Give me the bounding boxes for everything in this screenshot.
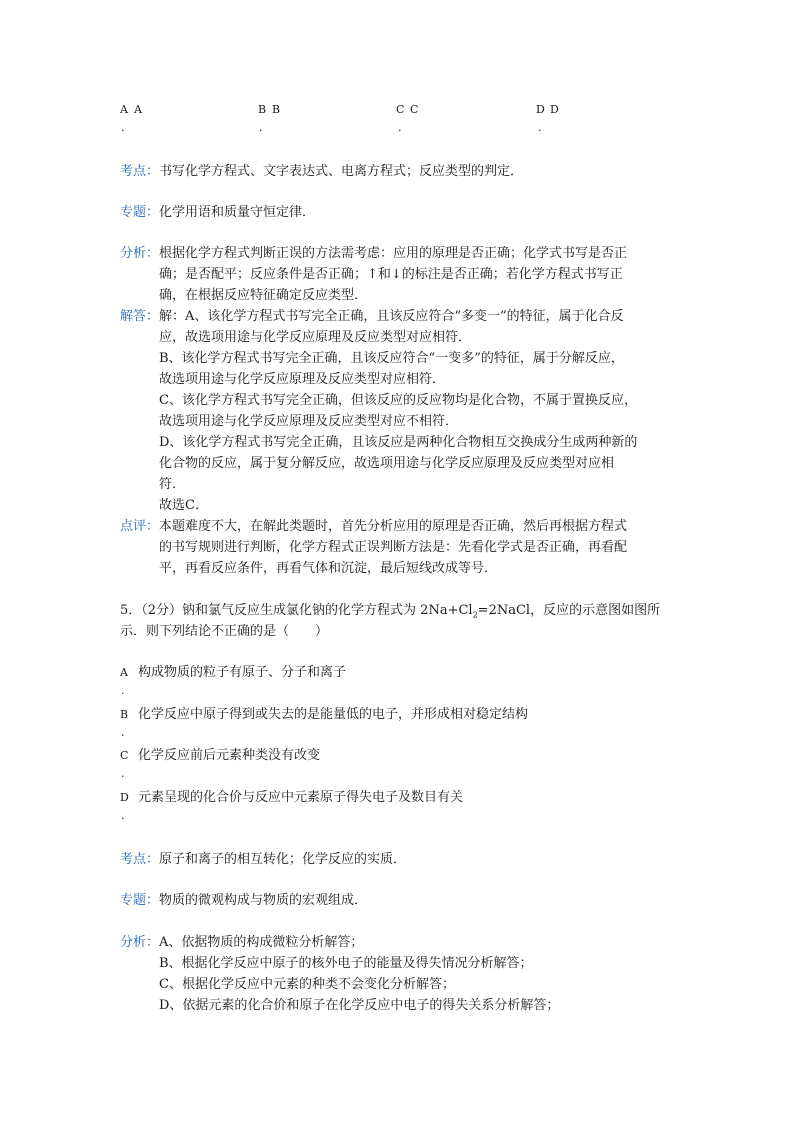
option-c-value: C: [410, 103, 419, 116]
q5-option-c-text: 化学反应前后元素种类没有改变: [138, 748, 321, 763]
q4-dianping-line-2: 的书写规则进行判断，化学方程式正误判断方法是：先看化学式是否正确，再看配: [159, 540, 628, 555]
q4-jieda-line-5: C、该化学方程式书写完全正确，但该反应的反应物均是化合物，不属于置换反应，: [159, 393, 637, 408]
zhuanti-label: 专题：: [120, 205, 160, 220]
q4-jieda-line-6: 故选项用途与化学反应原理及反应类型对应不相符．: [159, 414, 459, 429]
q5-stem-sub: 2: [472, 610, 478, 620]
q4-zhuanti: [120, 202, 315, 223]
q5-stem-a: 5．（2分）钠和氯气反应生成氯化钠的化学方程式为 2Na+Cl: [120, 603, 473, 618]
q4-jieda-line-8: 化合物的反应，属于复分解反应，故选项用途与化学反应原理及反应类型对应相: [159, 456, 615, 471]
q5-option-d-dot: .: [121, 809, 125, 822]
q5-stem-line-2: 示．则下列结论不正确的是（ ）: [120, 624, 329, 639]
q5-option-b-dot: .: [121, 726, 125, 739]
q5-option-b-text: 化学反应中原子得到或失去的是能量低的电子，并形成相对稳定结构: [138, 707, 529, 722]
q4-fenxi-line-1: 根据化学方程式判断正误的方法需考虑：应用的原理是否正确；化学式书写是否正: [159, 246, 628, 261]
q5-option-a-dot: .: [121, 684, 125, 697]
q5-option-a: [120, 662, 346, 683]
option-b-value: B: [272, 103, 281, 116]
option-a-letter: A: [120, 103, 128, 116]
q5-option-c: [120, 745, 320, 766]
q4-fenxi-line-2: 确；是否配平；反应条件是否正确；↑和↓的标注是否正确；若化学方程式书写正: [159, 267, 623, 282]
option-a-dot: .: [121, 121, 125, 134]
q5-fenxi-label: 分析：: [120, 935, 160, 950]
q5-fenxi-line-1: A、依据物质的构成微粒分析解答；: [159, 935, 364, 950]
q4-jieda-line-4: 故选项用途与化学反应原理及反应类型对应相符．: [159, 372, 446, 387]
option-c-dot: .: [398, 121, 402, 134]
q5-kaodian: [120, 849, 406, 870]
option-d-value: D: [550, 103, 559, 116]
q4-jieda-line-3: B、该化学方程式书写完全正确，且该反应符合“一变多”的特征，属于分解反应，: [159, 351, 624, 366]
q5-option-c-letter: C: [120, 749, 129, 762]
q5-option-b-letter: B: [120, 708, 129, 721]
q5-option-d-letter: D: [120, 791, 129, 804]
q4-jieda-line-9: 符．: [159, 477, 186, 492]
q5-stem-b: =2NaCl，反应的示意图如图所: [477, 603, 661, 618]
q5-option-d-text: 元素呈现的化合价与反应中元素原子得失电子及数目有关: [138, 790, 464, 805]
zhuanti-text: 化学用语和质量守恒定律．: [159, 205, 316, 220]
option-b-dot: .: [259, 121, 263, 134]
option-b-letter: B: [258, 103, 267, 116]
kaodian-text: 书写化学方程式、文字表达式、电离方程式；反应类型的判定．: [159, 164, 524, 179]
q5-option-a-letter: A: [120, 666, 128, 679]
q5-fenxi-line-3: C、根据化学反应中元素的种类不会变化分析解答；: [159, 977, 455, 992]
option-d-letter: D: [536, 103, 545, 116]
q4-fenxi-label: 分析：: [120, 246, 160, 261]
q4-jieda-line-7: D、该化学方程式书写完全正确，且该反应是两种化合物相互交换成分生成两种新的: [159, 435, 638, 450]
option-c-letter: C: [396, 103, 405, 116]
q4-dianping-line-1: 本题难度不大，在解此类题时，首先分析应用的原理是否正确，然后再根据方程式: [159, 519, 628, 534]
q5-option-d: [120, 787, 463, 808]
q4-fenxi-line-3: 确，在根据反应特征确定反应类型．: [159, 288, 368, 303]
q5-kaodian-text: 原子和离子的相互转化；化学反应的实质．: [159, 852, 407, 867]
q5-option-b: [120, 704, 528, 725]
q4-kaodian: [120, 161, 523, 182]
kaodian-label: 考点：: [120, 164, 160, 179]
q5-option-c-dot: .: [121, 767, 125, 780]
q4-jieda-line-2: 应，故选项用途与化学反应原理及反应类型对应相符．: [159, 330, 472, 345]
q5-zhuanti: [120, 890, 367, 911]
q4-jieda-label: 解答：: [120, 309, 160, 324]
q5-option-a-text: 构成物质的粒子有原子、分子和离子: [138, 665, 347, 680]
q4-dianping-line-3: 平，再看反应条件，再看气体和沉淀，最后短线改成等号．: [159, 561, 498, 576]
q4-jieda-line-1: 解：A、该化学方程式书写完全正确，且该反应符合“多变一”的特征，属于化合反: [159, 309, 624, 324]
q5-zhuanti-label: 专题：: [120, 893, 160, 908]
option-a-value: A: [134, 103, 142, 116]
option-d-dot: .: [538, 121, 542, 134]
q5-zhuanti-text: 物质的微观构成与物质的宏观组成．: [159, 893, 368, 908]
q5-kaodian-label: 考点：: [120, 852, 160, 867]
q5-fenxi-line-4: D、依据元素的化合价和原子在化学反应中电子的得失关系分析解答；: [159, 998, 560, 1013]
q5-fenxi-line-2: B、根据化学反应中原子的核外电子的能量及得失情况分析解答；: [159, 956, 533, 971]
q4-jieda-line-10: 故选C．: [159, 498, 208, 513]
q4-dianping-label: 点评：: [120, 519, 160, 534]
